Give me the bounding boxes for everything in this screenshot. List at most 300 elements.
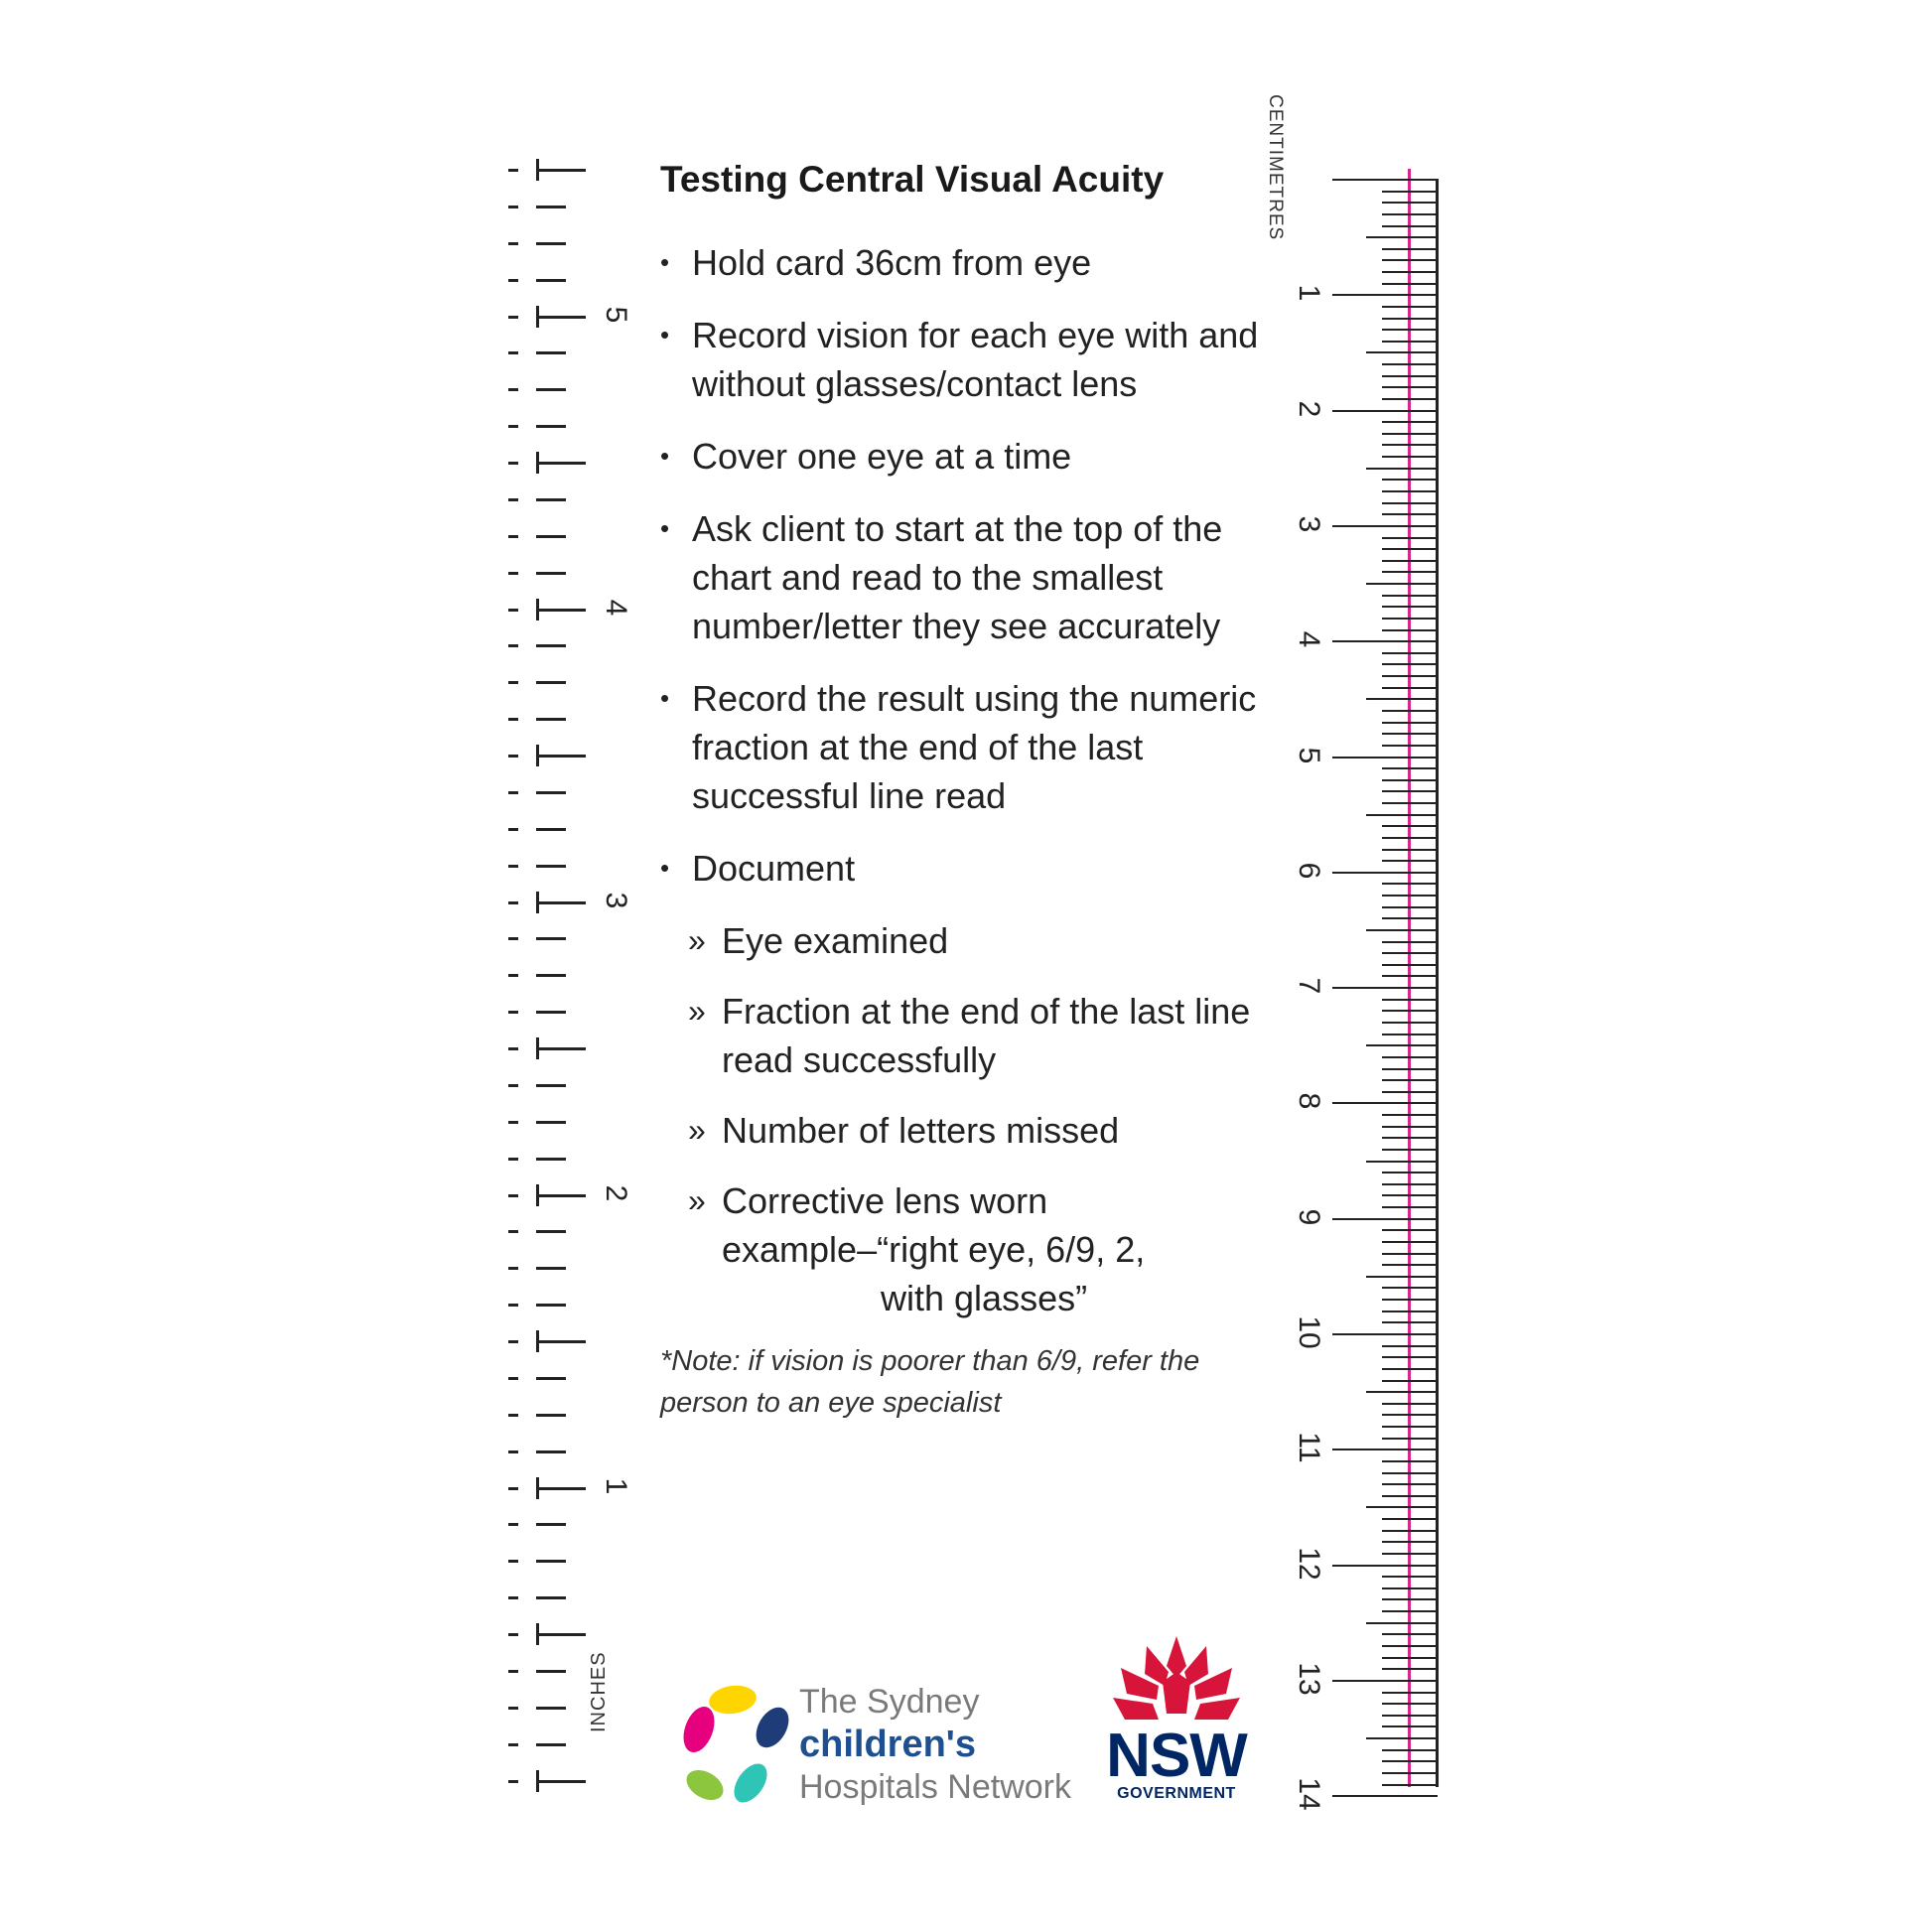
cm-tick <box>1382 606 1438 608</box>
cm-tick <box>1382 825 1438 827</box>
cm-tick <box>1382 1126 1438 1128</box>
cm-number: 5 <box>1293 747 1325 763</box>
cm-tick <box>1332 1333 1438 1335</box>
cm-ruler-label: CENTIMETRES <box>1265 94 1286 241</box>
cm-number: 13 <box>1293 1662 1325 1696</box>
cm-tick <box>1382 849 1438 851</box>
cm-tick <box>1382 1114 1438 1116</box>
cm-tick <box>1382 363 1438 365</box>
cm-tick <box>1382 1703 1438 1705</box>
inch-tick <box>508 1267 518 1270</box>
cm-tick <box>1382 1784 1438 1786</box>
inch-tick <box>536 1596 566 1599</box>
inch-number: 1 <box>600 1477 632 1494</box>
inch-tick <box>536 169 586 172</box>
cm-tick <box>1382 1079 1438 1081</box>
inch-tick <box>508 1560 518 1563</box>
document-item-text: Corrective lens worn <box>722 1180 1048 1221</box>
cm-tick <box>1366 351 1438 353</box>
inch-tick <box>536 718 566 721</box>
cm-number: 11 <box>1293 1432 1325 1463</box>
cm-number: 1 <box>1293 284 1325 302</box>
inch-tick <box>536 1084 566 1087</box>
cm-tick <box>1382 490 1438 492</box>
cm-tick <box>1382 802 1438 804</box>
cm-tick <box>1382 560 1438 562</box>
inch-tick <box>508 1194 518 1197</box>
cm-tick <box>1382 1645 1438 1647</box>
cm-tick <box>1332 1680 1438 1682</box>
cm-tick <box>1382 895 1438 897</box>
cm-tick <box>1382 433 1438 435</box>
cm-tick <box>1382 1091 1438 1093</box>
instruction-item <box>660 844 1266 893</box>
cm-tick <box>1382 225 1438 227</box>
cm-tick <box>1382 444 1438 446</box>
cm-tick <box>1382 513 1438 515</box>
schn-line: The Sydney <box>799 1683 980 1721</box>
inch-tick <box>536 1194 586 1197</box>
inch-number: 3 <box>600 892 632 908</box>
document-item <box>660 916 1266 965</box>
cm-tick <box>1382 1034 1438 1035</box>
cm-tick <box>1382 271 1438 273</box>
cm-tick <box>1382 329 1438 331</box>
chevron-icon: » <box>688 922 706 958</box>
inch-tick <box>536 388 566 391</box>
inch-tick <box>536 974 566 977</box>
inch-tick <box>536 425 566 428</box>
cm-tick <box>1382 1299 1438 1301</box>
inch-tick <box>536 572 566 575</box>
inch-tick <box>508 1633 518 1636</box>
inch-tick <box>508 718 518 721</box>
instruction-item <box>660 311 1266 408</box>
cm-tick <box>1382 1206 1438 1208</box>
cm-tick <box>1382 248 1438 250</box>
cm-tick <box>1382 1483 1438 1485</box>
cm-tick <box>1382 306 1438 308</box>
cm-tick <box>1382 456 1438 458</box>
bullet-icon: • <box>660 441 670 471</box>
cm-tick <box>1366 1161 1438 1163</box>
cm-tick <box>1382 1725 1438 1727</box>
inch-tick <box>536 1011 566 1014</box>
cm-tick <box>1366 1622 1438 1624</box>
inch-tick <box>508 242 518 245</box>
cm-tick <box>1366 1506 1438 1508</box>
nsw-government-text: GOVERNMENT <box>1117 1785 1236 1802</box>
cm-number: 4 <box>1293 630 1325 648</box>
cm-tick <box>1382 1472 1438 1474</box>
inch-tick <box>508 572 518 575</box>
inch-tick-long <box>536 892 539 913</box>
cm-tick <box>1382 1368 1438 1370</box>
inch-tick <box>508 1304 518 1307</box>
inch-tick <box>536 1450 566 1453</box>
inch-tick <box>508 1230 518 1233</box>
cm-tick <box>1382 1460 1438 1462</box>
instruction-item <box>660 504 1266 650</box>
inch-tick <box>508 681 518 684</box>
inch-tick <box>536 351 566 354</box>
inch-tick <box>536 1267 566 1270</box>
cm-tick <box>1382 999 1438 1001</box>
cm-tick <box>1382 1022 1438 1024</box>
inch-tick <box>508 828 518 831</box>
example-text: example–“right eye, 6/9, 2, <box>722 1229 1146 1270</box>
cm-tick <box>1382 1194 1438 1196</box>
inch-tick <box>536 791 566 794</box>
cm-tick <box>1382 1229 1438 1231</box>
cm-tick <box>1382 191 1438 193</box>
cm-tick <box>1382 1056 1438 1058</box>
cm-tick <box>1382 733 1438 735</box>
specialist-note: *Note: if vision is poorer than 6/9, refer the person to an eye specialist <box>660 1345 1200 1419</box>
cm-tick <box>1382 1321 1438 1323</box>
inch-number: 4 <box>600 599 632 616</box>
cm-tick <box>1332 640 1438 642</box>
inch-tick <box>508 1121 518 1124</box>
cm-tick <box>1382 1149 1438 1151</box>
inch-tick <box>536 242 566 245</box>
cm-tick <box>1382 548 1438 550</box>
inch-tick <box>508 462 518 465</box>
inch-tick <box>536 1523 566 1526</box>
cm-number: 8 <box>1293 1093 1325 1110</box>
cm-tick <box>1332 1795 1438 1797</box>
cm-tick <box>1382 1749 1438 1751</box>
schn-line: Hospitals Network <box>799 1768 1071 1806</box>
inch-tick <box>508 1487 518 1490</box>
cm-tick <box>1332 1449 1438 1450</box>
cm-tick <box>1382 1760 1438 1762</box>
cm-tick <box>1382 883 1438 885</box>
cm-tick <box>1332 757 1438 759</box>
instruction-text: Cover one eye at a time <box>692 436 1072 477</box>
cm-tick <box>1332 410 1438 412</box>
instruction-item <box>660 238 1266 287</box>
inch-tick <box>536 609 586 612</box>
cm-tick <box>1382 1587 1438 1589</box>
cm-tick <box>1382 386 1438 388</box>
cm-tick <box>1332 987 1438 989</box>
cm-tick <box>1382 710 1438 712</box>
document-item <box>660 1106 1266 1155</box>
nsw-wordmark: NSW <box>1106 1722 1247 1790</box>
cm-tick <box>1382 917 1438 919</box>
inch-tick <box>536 1670 566 1673</box>
cm-tick <box>1382 1438 1438 1440</box>
inch-tick <box>508 1158 518 1161</box>
cm-tick <box>1382 952 1438 954</box>
inch-tick-long <box>536 1770 539 1792</box>
chevron-icon: » <box>688 993 706 1029</box>
inch-tick-long <box>536 1623 539 1645</box>
inch-tick <box>536 316 586 319</box>
inch-tick-long <box>536 745 539 766</box>
cm-tick <box>1382 1610 1438 1612</box>
inch-tick <box>536 1304 566 1307</box>
cm-tick <box>1382 1576 1438 1578</box>
cm-tick <box>1366 929 1438 931</box>
cm-tick <box>1382 1068 1438 1070</box>
cm-tick <box>1382 1668 1438 1670</box>
inch-ruler-label: INCHES <box>588 1651 610 1732</box>
cm-tick <box>1382 941 1438 943</box>
inch-tick <box>508 755 518 758</box>
document-item-text: Eye examined <box>722 920 949 961</box>
instruction-text: Ask client to start at the top of the chart and read to the smallest number/letter they see accurately <box>692 508 1223 646</box>
cm-tick <box>1382 767 1438 769</box>
cm-number: 3 <box>1293 515 1325 533</box>
inch-tick <box>508 388 518 391</box>
cm-tick <box>1382 1172 1438 1173</box>
inch-tick <box>508 937 518 940</box>
cm-tick <box>1382 502 1438 504</box>
cm-tick <box>1382 790 1438 792</box>
inch-tick <box>508 644 518 647</box>
inch-tick <box>536 681 566 684</box>
cm-tick <box>1382 975 1438 977</box>
cm-tick <box>1382 722 1438 724</box>
nsw-government-logo <box>1102 1628 1251 1817</box>
cm-tick <box>1382 1495 1438 1497</box>
inch-tick <box>508 1670 518 1673</box>
inch-tick <box>508 206 518 208</box>
inch-tick <box>508 865 518 868</box>
inch-tick <box>536 937 566 940</box>
inch-tick-long <box>536 306 539 328</box>
cm-tick <box>1382 652 1438 654</box>
inch-tick <box>508 1596 518 1599</box>
cm-tick <box>1366 698 1438 700</box>
cm-tick <box>1332 525 1438 527</box>
inch-tick <box>508 901 518 904</box>
cm-tick <box>1382 1287 1438 1289</box>
document-item <box>660 987 1266 1084</box>
cm-tick <box>1382 479 1438 481</box>
instruction-item <box>660 674 1266 820</box>
cm-tick <box>1382 1657 1438 1659</box>
inch-tick <box>536 865 566 868</box>
cm-tick <box>1366 236 1438 238</box>
cm-tick <box>1382 1380 1438 1382</box>
inch-tick <box>508 1780 518 1783</box>
inch-tick <box>508 279 518 282</box>
document-item-text: Number of letters missed <box>722 1110 1120 1151</box>
inch-tick <box>508 609 518 612</box>
instruction-item <box>660 432 1266 481</box>
inch-tick <box>536 535 566 538</box>
cm-tick <box>1382 1692 1438 1694</box>
inch-tick <box>508 425 518 428</box>
cm-tick <box>1382 860 1438 862</box>
inch-tick <box>508 1047 518 1050</box>
instructions <box>660 238 1266 1344</box>
inch-tick <box>508 169 518 172</box>
cm-tick <box>1382 1772 1438 1774</box>
document-item-text: Fraction at the end of the last line read successfully <box>722 991 1251 1080</box>
cm-tick <box>1382 745 1438 747</box>
inch-tick <box>508 1340 518 1343</box>
schn-line: children's <box>799 1724 976 1765</box>
cm-tick <box>1382 421 1438 423</box>
cm-tick <box>1382 283 1438 285</box>
cm-tick <box>1366 814 1438 816</box>
example-text-continued: with glasses” <box>881 1278 1088 1318</box>
cm-number: 10 <box>1293 1315 1325 1349</box>
cm-tick <box>1382 1311 1438 1312</box>
bullet-icon: • <box>660 247 670 277</box>
inch-tick <box>508 1011 518 1014</box>
cm-tick <box>1382 213 1438 215</box>
inch-tick <box>508 1450 518 1453</box>
inch-number: 2 <box>600 1184 632 1201</box>
inch-tick <box>508 1084 518 1087</box>
schn-mark-icon <box>675 1678 804 1812</box>
inch-tick-long <box>536 599 539 621</box>
cm-tick <box>1382 341 1438 343</box>
cm-tick <box>1382 1264 1438 1266</box>
bullet-icon: • <box>660 853 670 883</box>
cm-tick <box>1382 1518 1438 1520</box>
instruction-text: Hold card 36cm from eye <box>692 242 1092 283</box>
inch-tick <box>536 1487 586 1490</box>
instruction-text: Document <box>692 848 856 889</box>
cm-tick <box>1382 1403 1438 1405</box>
cm-tick <box>1366 1391 1438 1393</box>
cm-tick <box>1366 1737 1438 1739</box>
cm-number: 12 <box>1293 1546 1325 1581</box>
inch-tick <box>508 535 518 538</box>
inch-tick <box>508 1523 518 1526</box>
cm-number: 9 <box>1293 1208 1325 1226</box>
cm-ruler <box>1281 149 1449 1811</box>
cm-tick <box>1382 1345 1438 1347</box>
cm-tick <box>1382 687 1438 689</box>
inch-tick-long <box>536 1477 539 1499</box>
cm-number: 2 <box>1293 400 1325 417</box>
inch-tick <box>536 1414 566 1417</box>
cm-tick <box>1382 398 1438 400</box>
cm-tick <box>1382 837 1438 839</box>
cm-tick <box>1382 1183 1438 1185</box>
inch-tick <box>508 1707 518 1710</box>
inch-tick <box>536 1121 566 1124</box>
cm-tick <box>1332 872 1438 874</box>
inch-ruler <box>496 149 635 1787</box>
cm-tick <box>1382 1633 1438 1635</box>
cm-tick <box>1382 1541 1438 1543</box>
inch-tick <box>536 462 586 465</box>
cm-tick <box>1332 179 1438 181</box>
cm-tick <box>1382 259 1438 261</box>
chevron-icon: » <box>688 1182 706 1218</box>
cm-ruler-edge <box>1436 179 1439 1787</box>
cm-tick <box>1382 1241 1438 1243</box>
cm-tick <box>1332 294 1438 296</box>
inch-tick <box>508 498 518 501</box>
cm-tick <box>1382 618 1438 620</box>
inch-number: 5 <box>600 306 632 323</box>
inch-tick <box>536 1633 586 1636</box>
cm-tick <box>1382 1137 1438 1139</box>
cm-number: 14 <box>1293 1777 1325 1811</box>
inch-tick <box>536 206 566 208</box>
cm-tick <box>1382 318 1438 320</box>
inch-tick <box>536 1707 566 1710</box>
inch-tick <box>508 974 518 977</box>
cm-number: 6 <box>1293 862 1325 880</box>
cm-tick <box>1382 629 1438 631</box>
inch-tick <box>536 1743 566 1746</box>
inch-tick-long <box>536 1184 539 1206</box>
inch-tick-long <box>536 1037 539 1059</box>
inch-tick <box>508 1743 518 1746</box>
cm-tick <box>1382 663 1438 665</box>
waratah-icon <box>1107 1628 1246 1727</box>
cm-tick <box>1382 202 1438 204</box>
cm-tick <box>1382 1356 1438 1358</box>
cm-tick <box>1382 1426 1438 1428</box>
inch-tick <box>536 901 586 904</box>
inch-tick <box>536 1158 566 1161</box>
inch-tick <box>536 755 586 758</box>
inch-tick <box>536 1340 586 1343</box>
cm-tick <box>1382 537 1438 539</box>
cm-tick <box>1382 1553 1438 1555</box>
instruction-text: Record the result using the numeric fraction at the end of the last successful line read <box>692 678 1257 816</box>
inch-tick <box>536 1560 566 1563</box>
cm-tick <box>1382 1253 1438 1255</box>
inch-tick-long <box>536 452 539 474</box>
inch-tick <box>508 1377 518 1380</box>
inch-tick <box>536 1230 566 1233</box>
cm-tick <box>1366 468 1438 470</box>
inch-tick <box>536 498 566 501</box>
inch-tick <box>536 644 566 647</box>
chevron-icon: » <box>688 1112 706 1148</box>
cm-tick <box>1382 906 1438 908</box>
cm-tick <box>1332 1218 1438 1220</box>
cm-tick <box>1382 571 1438 573</box>
cm-tick <box>1382 964 1438 966</box>
inch-tick-long <box>536 1330 539 1352</box>
inch-tick <box>508 351 518 354</box>
cm-tick <box>1332 1565 1438 1567</box>
inch-tick <box>536 1780 586 1783</box>
cm-tick <box>1366 583 1438 585</box>
inch-tick <box>536 279 566 282</box>
inch-tick-long <box>536 159 539 181</box>
cm-tick <box>1366 1276 1438 1278</box>
bullet-icon: • <box>660 683 670 713</box>
cm-tick <box>1382 595 1438 597</box>
schn-wordmark <box>799 1681 1071 1808</box>
cm-tick <box>1366 1044 1438 1046</box>
cm-tick <box>1382 1530 1438 1532</box>
document-list <box>660 916 1266 1322</box>
cm-tick <box>1332 1102 1438 1104</box>
cm-number: 7 <box>1293 977 1325 995</box>
cm-tick <box>1382 1414 1438 1416</box>
bullet-icon: • <box>660 320 670 349</box>
inch-tick <box>536 1377 566 1380</box>
inch-tick <box>508 316 518 319</box>
card-title: Testing Central Visual Acuity <box>660 159 1165 200</box>
bullet-icon: • <box>660 513 670 543</box>
